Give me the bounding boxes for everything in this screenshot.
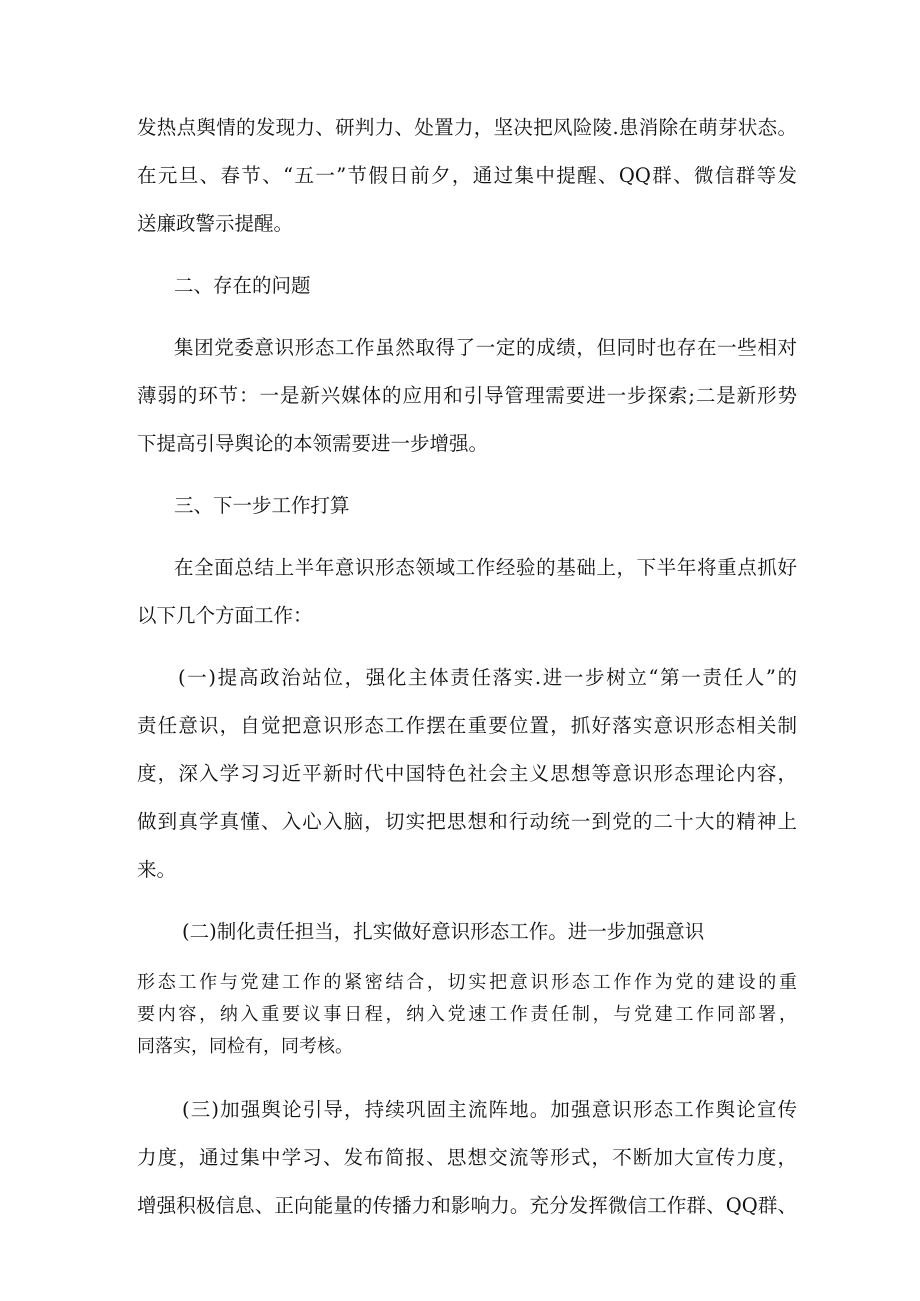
text-line: 要内容，纳入重要议事日程，纳入党速工作责任制，与党建工作同部署， <box>137 1004 797 1025</box>
section-heading: 三、下一步工作打算 <box>174 494 350 517</box>
text-line: (二)制化责任担当，扎实做好意识形态工作。进一步加强意识 <box>182 920 705 943</box>
text-line: 在全面总结上半年意识形态领域工作经验的基础上，下半年将重点抓好 <box>174 556 797 579</box>
text-line: 形态工作与党建工作的紧密结合，切实把意识形态工作作为党的建设的重 <box>137 972 797 993</box>
section-heading: 二、存在的问题 <box>174 274 311 297</box>
text-line: 度，深入学习习近平新时代中国特色社会主义思想等意识形态理论内容， <box>137 762 797 785</box>
text-line: 下提高引导舆论的本领需要进一步增强。 <box>137 432 489 455</box>
text-line: 在元旦、春节、“五一”节假日前夕，通过集中提醒、QQ群、微信群等发 <box>137 164 797 187</box>
text-line: 发热点舆情的发现力、研判力、处置力，坚决把风险陵.患消除在萌芽状态。 <box>137 116 797 139</box>
text-line: 来。 <box>137 858 177 881</box>
text-line: 以下几个方面工作： <box>137 604 313 627</box>
text-line: 同落实，同检有，同考核。 <box>137 1036 353 1057</box>
text-line: 责任意识，自觉把意识形态工作摆在重要位置，抓好落实意识形态相关制 <box>137 714 797 737</box>
text-line: 力度，通过集中学习、发布简报、思想交流等形式，不断加大宣传力度， <box>137 1146 797 1169</box>
text-line: (三)加强舆论引导，持续巩固主流阵地。加强意识形态工作舆论宣传 <box>182 1098 797 1121</box>
text-line: 做到真学真懂、入心入脑，切实把思想和行动统一到党的二十大的精神上 <box>137 810 797 833</box>
text-line: (一)提高政治站位，强化主体责任落实.进一步树立“第一责任人”的 <box>178 666 797 689</box>
text-line: 集团党委意识形态工作虽然取得了一定的成绩，但同时也存在一些相对 <box>174 336 797 359</box>
text-line: 送廉政警示提醒。 <box>137 212 294 235</box>
text-line: 薄弱的环节：一是新兴媒体的应用和引导管理需要进一步探索;二是新形势 <box>137 384 797 407</box>
text-line: 增强积极信息、正向能量的传播力和影响力。充分发挥微信工作群、QQ群、 <box>137 1194 797 1217</box>
